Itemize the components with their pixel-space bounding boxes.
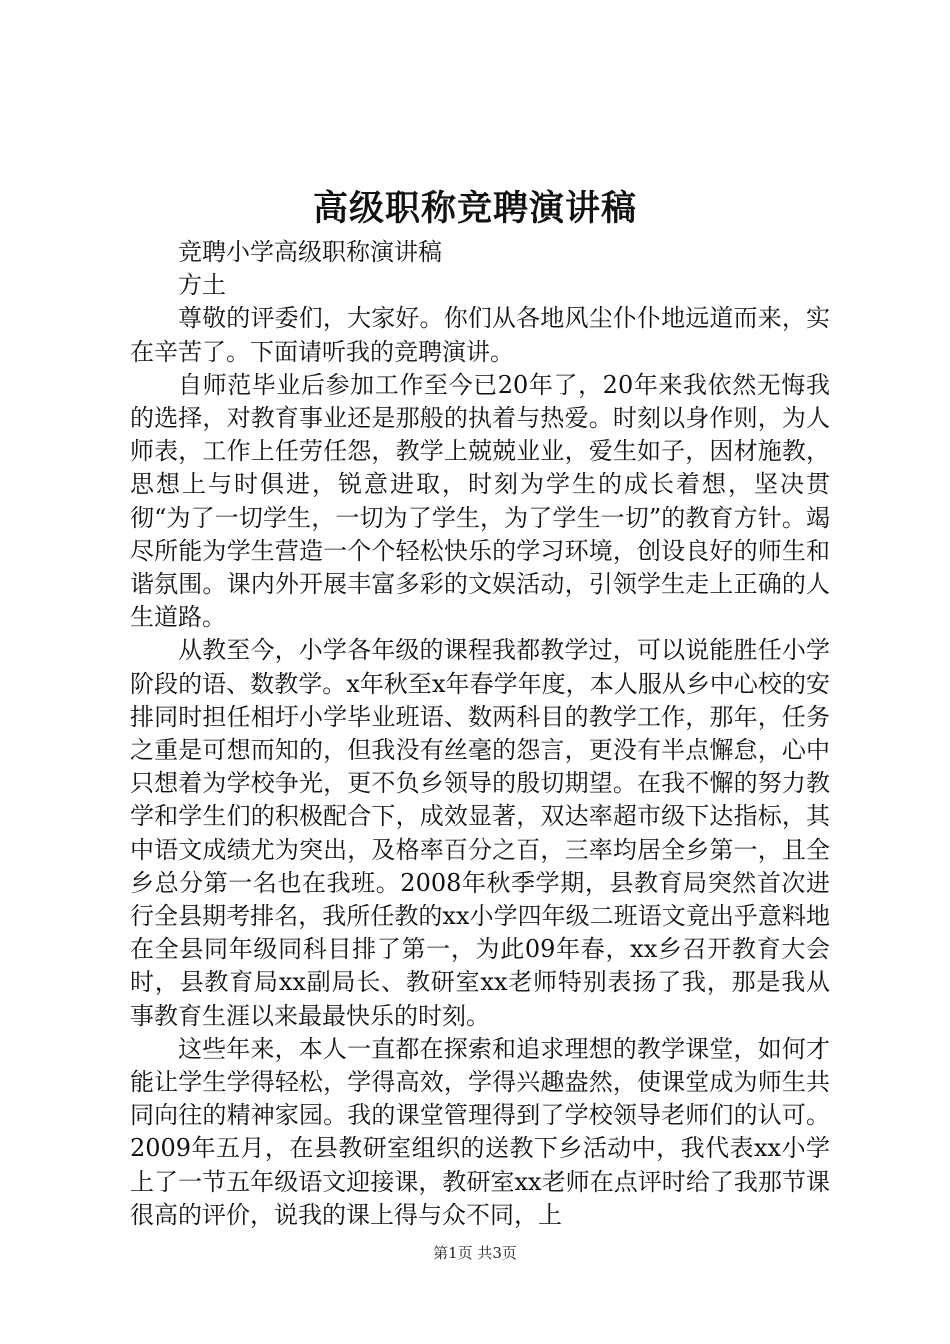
page-number-footer: 第1页 共3页 bbox=[433, 1244, 517, 1262]
body-paragraph: 尊敬的评委们，大家好。你们从各地风尘仆仆地远道而来，实在辛苦了。下面请听我的竞聘演讲。 bbox=[130, 304, 830, 366]
body-paragraph: 这些年来，本人一直都在探索和追求理想的教学课堂，如何才能让学生学得轻松，学得高效，学得兴趣盎然，使课堂成为师生共同向往的精神家园。我的课堂管理得到了学校领导老师们的认可。2009年五月，在县教研室组织的送教下乡活动中，我代表xx小学上了一节五年级语文迎接课，教研室xx老师在点评时给了我那节课很高的评价，说我的课上得与众不同，上 bbox=[130, 1034, 830, 1229]
body-paragraph: 自师范毕业后参加工作至今已20年了，20年来我依然无悔我的选择，对教育事业还是那般的执着与热爱。时刻以身作则，为人师表，工作上任劳任怨，教学上兢兢业业，爱生如子，因材施教，思想上与时俱进，锐意进取，时刻为学生的成长着想，坚决贯彻“为了一切学生，一切为了学生，为了学生一切”的教育方针。竭尽所能为学生营造一个个轻松快乐的学习环境，创设良好的师生和谐氛围。课内外开展丰富多彩的文娱活动，引领学生走上正确的人生道路。 bbox=[130, 370, 830, 632]
body-paragraph: 从教至今，小学各年级的课程我都教学过，可以说能胜任小学阶段的语、数教学。x年秋至x年春学年度，本人服从乡中心校的安排同时担任相圩小学毕业班语、数两科目的教学工作，那年，任务之重是可想而知的，但我没有丝毫的怨言，更没有半点懈怠，心中只想着为学校争光，更不负乡领导的殷切期望。在我不懈的努力教学和学生们的积极配合下，成效显著，双达率超市级下达指标，其中语文成绩尤为突出，及格率百分之百，三率均居全乡第一，且全乡总分第一名也在我班。2008年秋季学期，县教育局突然首次进行全县期考排名，我所任教的xx小学四年级二班语文竟出乎意料地在全县同年级同科目排了第一，为此09年春，xx乡召开教育大会时，县教育局xx副局长、教研室xx老师特别表扬了我，那是我从事教育生涯以来最最快乐的时刻。 bbox=[130, 636, 830, 1030]
author-paragraph: 方土 bbox=[178, 271, 226, 300]
document-title: 高级职称竞聘演讲稿 bbox=[312, 188, 637, 229]
subtitle-paragraph: 竞聘小学高级职称演讲稿 bbox=[178, 238, 442, 266]
document-body bbox=[130, 236, 830, 1232]
